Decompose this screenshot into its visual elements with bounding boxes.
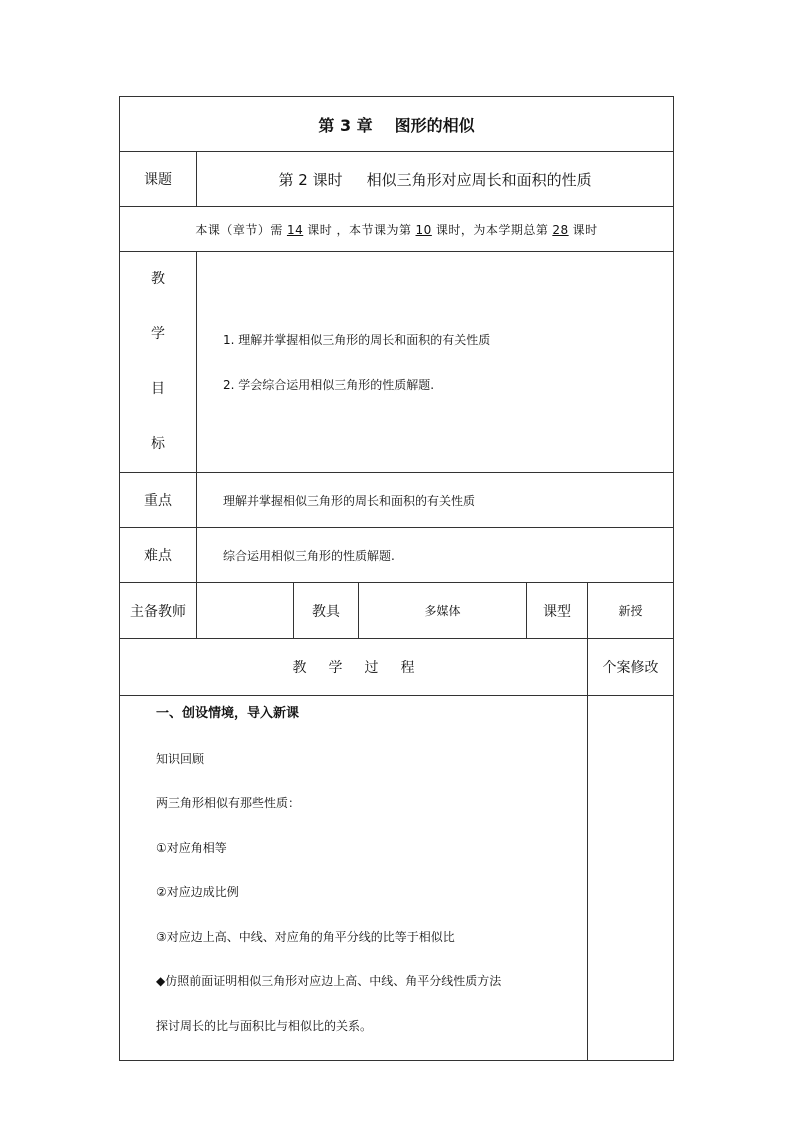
teacher-label: 主备教师: [120, 583, 197, 639]
hours-text-3: 课时，为本学期总第: [435, 222, 549, 237]
topic-label: 课题: [120, 152, 197, 207]
goal-item: 1. 理解并掌握相似三角形的周长和面积的有关性质: [223, 333, 491, 347]
teacher-value: [197, 583, 294, 639]
process-line: ◆仿照前面证明相似三角形对应边上高、中线、角平分线性质方法: [156, 974, 502, 988]
goals-content: [197, 252, 674, 473]
process-header-text: 教学过程: [292, 660, 437, 676]
process-line: ②对应边成比例: [156, 885, 239, 899]
process-line: 探讨周长的比与面积比与相似比的关系。: [156, 1018, 373, 1033]
lesson-number: 第 2 课时: [278, 170, 343, 189]
type-value: 新授: [588, 583, 674, 639]
goals-label-char: 目: [151, 381, 165, 397]
hours-text-4: 课时: [572, 222, 598, 237]
chapter-number: 第 3 章: [318, 115, 373, 135]
revision-header: 个案修改: [588, 639, 674, 696]
total-hours: 14: [286, 222, 304, 237]
process-line: 两三角形相似有那些性质：: [156, 796, 301, 810]
process-body: [120, 696, 588, 1061]
difficulty-text: 综合运用相似三角形的性质解题.: [197, 528, 674, 583]
hours-info: [120, 207, 674, 252]
process-line: ①对应角相等: [156, 840, 227, 855]
lesson-plan: [119, 96, 673, 1061]
current-hour: 10: [415, 222, 432, 237]
section-heading: 一、创设情境，导入新课: [156, 706, 300, 721]
chapter-name: 图形的相似: [394, 115, 475, 135]
hours-text-2: 课时 ，本节课为第: [307, 222, 412, 237]
goals-label-char: 学: [151, 326, 165, 342]
process-line: 知识回顾: [156, 751, 205, 766]
difficulty-label: 难点: [120, 528, 197, 583]
key-point-text: 理解并掌握相似三角形的周长和面积的有关性质: [197, 473, 674, 528]
key-point-label: 重点: [120, 473, 197, 528]
chapter-title: [120, 97, 674, 152]
topic-value: [197, 152, 674, 207]
overall-hour: 28: [552, 222, 569, 237]
lesson-plan-table: [119, 96, 674, 1061]
process-line: ③对应边上高、中线、对应角的角平分线的比等于相似比: [156, 929, 455, 944]
goals-label-char: 教: [151, 271, 165, 287]
revision-body: [588, 696, 674, 1061]
hours-text-1: 本课（章节）需: [195, 222, 283, 237]
goals-label: [120, 252, 197, 473]
process-header: [120, 639, 588, 696]
tools-value: 多媒体: [359, 583, 527, 639]
type-label: 课型: [527, 583, 588, 639]
goals-label-char: 标: [151, 436, 165, 452]
tools-label: 教具: [294, 583, 359, 639]
lesson-name: 相似三角形对应周长和面积的性质: [366, 170, 592, 189]
goal-item: 2. 学会综合运用相似三角形的性质解题.: [223, 378, 435, 392]
